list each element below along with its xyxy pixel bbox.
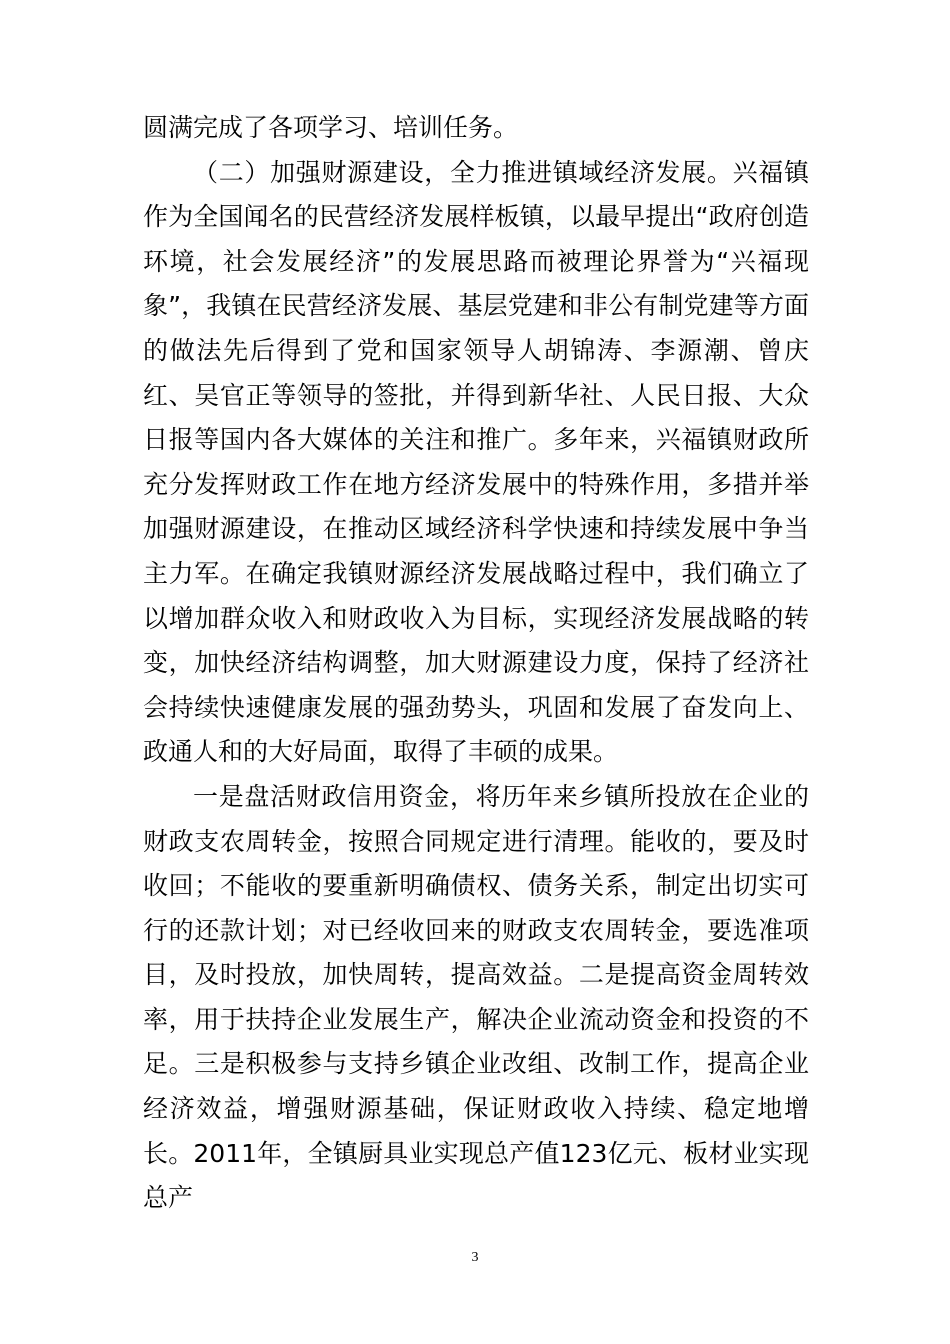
body-text <box>143 106 809 1221</box>
paragraph-continuation: 圆满完成了各项学习、培训任务。 <box>143 113 519 142</box>
paragraph-measures: 一是盘活财政信用资金，将历年来乡镇所投放在企业的财政支农周转金，按照合同规定进行清理。能收的，要及时收回；不能收的要重新明确债权、债务关系，制定出切实可行的还款计划；对已经收回来的财政支农周转金，要选准项目，及时投放，加快周转，提高效益。二是提高资金周转效率，用于扶持企业发展生产，解决企业流动资金和投资的不足。三是积极参与支持乡镇企业改组、改制工作，提高企业经济效益，增强财源基础，保证财政收入持续、稳定地增长。2011年，全镇厨具业实现总产值123亿元、板材业实现总产 <box>143 781 809 1213</box>
page-number: 3 <box>471 1250 479 1265</box>
paragraph-section-two: （二）加强财源建设，全力推进镇域经济发展。兴福镇作为全国闻名的民营经济发展样板镇，以最早提出“政府创造环境，社会发展经济”的发展思路而被理论界誉为“兴福现象”，我镇在民营经济发展、基层党建和非公有制党建等方面的做法先后得到了党和国家领导人胡锦涛、李源潮、曾庆红、吴官正等领导的签批，并得到新华社、人民日报、大众日报等国内各大媒体的关注和推广。多年来，兴福镇财政所充分发挥财政工作在地方经济发展中的特殊作用，多措并举加强财源建设，在推动区域经济科学快速和持续发展中争当主力军。在确定我镇财源经济发展战略过程中，我们确立了以增加群众收入和财政收入为目标，实现经济发展战略的转变，加快经济结构调整，加大财源建设力度，保持了经济社会持续快速健康发展的强劲势头，巩固和发展了奋发向上、政通人和的大好局面，取得了丰硕的成果。 <box>143 157 809 767</box>
